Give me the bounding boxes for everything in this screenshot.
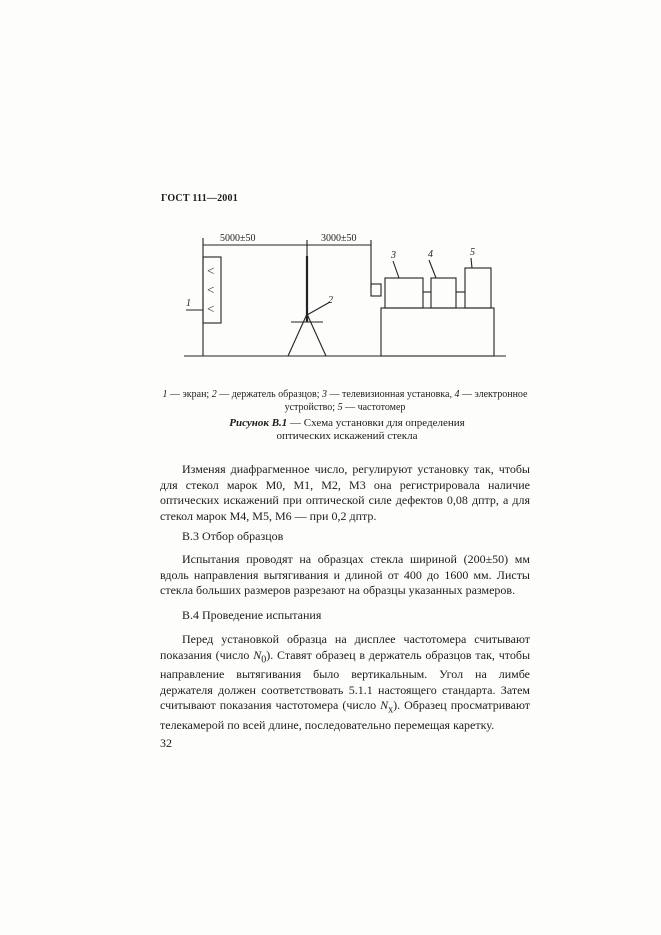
screen-mark: < bbox=[207, 301, 215, 316]
section-heading: В.3 Отбор образцов bbox=[182, 529, 284, 543]
paragraph-text: Испытания проводят на образцах стекла шириной (200±50) мм вдоль направления вытягивания и длиной от 400 до 1600 мм. Листы стекла больших размеров разрезают на образцы указанных размеров. bbox=[160, 552, 530, 597]
screen-mark: < bbox=[207, 263, 215, 278]
legend-num: 3 bbox=[322, 389, 328, 400]
camera-lens bbox=[371, 284, 381, 296]
legend-text: — телевизионная установка, bbox=[327, 389, 455, 400]
leader-4 bbox=[429, 260, 436, 278]
legend-text: — электронное устройство; bbox=[284, 389, 528, 413]
symbol-subscript: 0 bbox=[261, 653, 267, 665]
figure-legend bbox=[160, 388, 530, 414]
symbol: N bbox=[253, 647, 262, 662]
electronic-device-box bbox=[431, 278, 456, 308]
legend-num: 2 bbox=[211, 389, 217, 400]
legend-text: — частотомер bbox=[342, 402, 406, 413]
tv-unit-box bbox=[385, 278, 423, 308]
legend-text: — экран; bbox=[167, 389, 212, 400]
figure-label-1: 1 bbox=[186, 298, 191, 309]
symbol: N bbox=[380, 698, 389, 713]
paragraph bbox=[160, 462, 530, 524]
legend-num: 1 bbox=[162, 389, 168, 400]
dimension-left-label: 5000±50 bbox=[220, 233, 256, 244]
leader-3 bbox=[393, 261, 399, 278]
equipment-table bbox=[381, 308, 494, 356]
screen-mark: < bbox=[207, 282, 215, 297]
paragraph-text: Перед установкой образца на дисплее частотомера считывают показания (число bbox=[160, 632, 530, 662]
figure-label-5: 5 bbox=[470, 247, 475, 258]
figure-title: — Схема установки для определения оптических искажений стекла bbox=[276, 417, 465, 442]
paragraph bbox=[160, 632, 530, 734]
figure-label-3: 3 bbox=[391, 250, 396, 261]
tripod-leg-right bbox=[307, 314, 326, 356]
legend-text: — держатель образцов; bbox=[216, 389, 323, 400]
paragraph-text: Изменяя диафрагменное число, регулируют установку так, чтобы для стекол марок М0, М1, М2, М3 она регистрировала наличие оптических искажений при оптической силе дефектов 0,08 дптр, а для стекол марок М4, М5, М6 — при 0,2 дптр. bbox=[160, 462, 530, 523]
figure-label-4: 4 bbox=[428, 249, 433, 260]
legend-num: 4 bbox=[454, 389, 460, 400]
leader-2 bbox=[307, 302, 330, 315]
page-number: 32 bbox=[160, 736, 172, 750]
dimension-right-label: 3000±50 bbox=[321, 233, 357, 244]
paragraph-text: ). Образец просматривают телекамерой по всей длине, последовательно перемещая каретку. bbox=[160, 698, 531, 733]
setup-diagram bbox=[178, 228, 513, 368]
figure-label-2: 2 bbox=[328, 295, 333, 306]
paragraph bbox=[160, 552, 530, 599]
leader-5 bbox=[471, 258, 472, 268]
tripod-leg-left bbox=[288, 314, 307, 356]
figure-caption bbox=[225, 417, 469, 443]
section-heading: В.4 Проведение испытания bbox=[182, 608, 322, 622]
frequency-meter-box bbox=[465, 268, 491, 308]
symbol-subscript: x bbox=[388, 704, 394, 716]
legend-num: 5 bbox=[337, 402, 343, 413]
paragraph-text: ). Ставят образец в держатель образцов так, чтобы направление вытягивания было вертикальным. Угол на лимбе держателя должен соответствовать 5.1.1 настоящего стандарта. Затем считывают показания частотомера (число bbox=[160, 647, 531, 713]
figure-number: Рисунок В.1 bbox=[229, 417, 288, 429]
document-header: ГОСТ 111—2001 bbox=[161, 193, 238, 204]
